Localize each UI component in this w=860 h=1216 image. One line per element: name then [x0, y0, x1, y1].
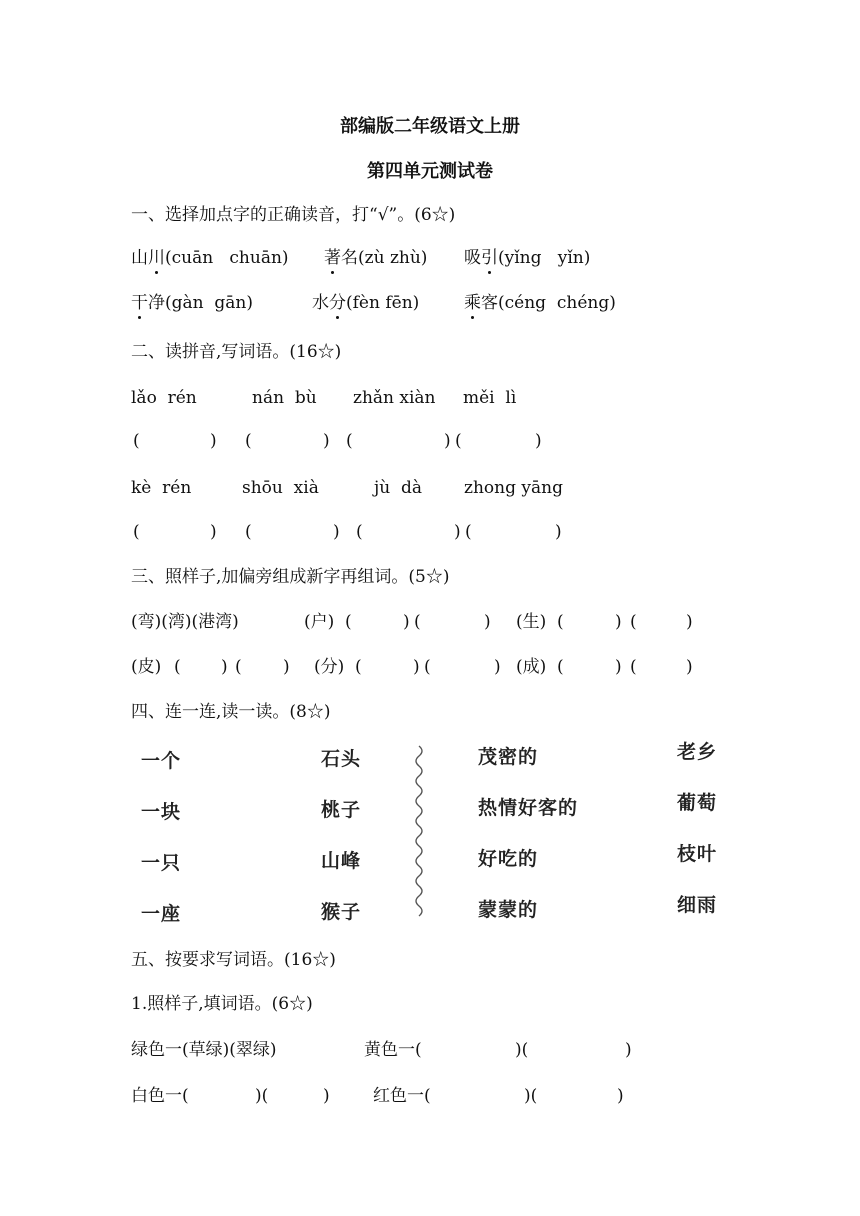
match-right-target[interactable]: 细雨: [677, 894, 718, 916]
wavy-divider: [408, 744, 430, 924]
match-left-word[interactable]: 一个: [141, 750, 182, 772]
q1-item-ganjing: 干净(gàn gān): [131, 293, 254, 313]
q2-pinyin: lǎo rén: [131, 388, 197, 408]
paren-close: ): [210, 431, 217, 451]
paren-close: ): [615, 612, 622, 632]
q3-example: (弯)(湾)(港湾): [131, 612, 239, 632]
page-title: 部编版二年级语文上册: [340, 116, 520, 137]
q1-item-xiyin: 吸引(yǐng yǐn): [464, 248, 591, 268]
paren-open: (: [557, 657, 564, 677]
paren-close: ): [686, 657, 693, 677]
paren-open: (: [345, 612, 352, 632]
match-left-target[interactable]: 石头: [321, 748, 362, 770]
dotted-char: 川: [148, 248, 165, 268]
q3-base: (皮): [131, 657, 162, 677]
dotted-char: 分: [329, 293, 346, 313]
page-subtitle: 第四单元测试卷: [367, 161, 493, 182]
paren-close: ): [454, 522, 461, 542]
q1-heading: 一、选择加点字的正确读音，打“√”。(6☆): [131, 205, 456, 225]
q3-base: (生): [516, 612, 547, 632]
paren-close: ): [444, 431, 451, 451]
paren-close: ): [333, 522, 340, 542]
paren-open: (: [557, 612, 564, 632]
paren-open: (: [133, 522, 140, 542]
q2-pinyin: zhong yāng: [464, 478, 563, 498]
q2-pinyin: jù dà: [374, 478, 423, 498]
q4-heading: 四、连一连,读一读。(8☆): [131, 702, 331, 722]
paren-close: ): [413, 657, 420, 677]
dotted-char: 著: [324, 248, 341, 268]
q5-subheading: 1.照样子,填词语。(6☆): [131, 994, 313, 1014]
paren-mid: )(: [255, 1086, 269, 1106]
paren-close: ): [686, 612, 693, 632]
paren-open: (: [356, 522, 363, 542]
match-left-word[interactable]: 一只: [141, 852, 182, 874]
paren-close: ): [323, 1086, 330, 1106]
match-left-target[interactable]: 猴子: [321, 901, 362, 923]
q2-heading: 二、读拼音,写词语。(16☆): [131, 342, 342, 362]
q1-item-shuifen: 水分(fèn fēn): [312, 293, 420, 313]
q1-item-chengke: 乘客(céng chéng): [464, 293, 616, 313]
q5-yellow-prompt: 黄色一(: [364, 1040, 422, 1060]
match-right-word[interactable]: 蒙蒙的: [478, 899, 539, 921]
paren-close: ): [617, 1086, 624, 1106]
paren-close: ): [484, 612, 491, 632]
q3-base: (户): [304, 612, 335, 632]
q3-base: (成): [516, 657, 547, 677]
paren-close: ): [210, 522, 217, 542]
paren-close: ): [283, 657, 290, 677]
match-right-word[interactable]: 好吃的: [478, 848, 539, 870]
dotted-char: 干: [131, 293, 148, 313]
paren-open: (: [133, 431, 140, 451]
paren-open: (: [245, 522, 252, 542]
paren-close: ): [403, 612, 410, 632]
q5-example: 绿色一(草绿)(翠绿): [131, 1040, 277, 1060]
q2-pinyin: shōu xià: [242, 478, 319, 498]
paren-open: (: [245, 431, 252, 451]
paren-open: (: [465, 522, 472, 542]
paren-close: ): [323, 431, 330, 451]
paren-open: (: [235, 657, 242, 677]
paren-close: ): [555, 522, 562, 542]
paren-close: ): [494, 657, 501, 677]
match-right-target[interactable]: 老乡: [677, 741, 718, 763]
paren-open: (: [414, 612, 421, 632]
match-left-word[interactable]: 一块: [141, 801, 182, 823]
match-left-word[interactable]: 一座: [141, 903, 182, 925]
paren-open: (: [630, 657, 637, 677]
match-right-target[interactable]: 枝叶: [677, 843, 718, 865]
q5-red-prompt: 红色一(: [373, 1086, 431, 1106]
q1-item-zhuming: 著名(zù zhù): [324, 248, 428, 268]
paren-open: (: [455, 431, 462, 451]
q3-heading: 三、照样子,加偏旁组成新字再组词。(5☆): [131, 567, 450, 587]
match-right-word[interactable]: 热情好客的: [478, 797, 579, 819]
paren-mid: )(: [515, 1040, 529, 1060]
q2-pinyin: zhǎn xiàn: [353, 388, 436, 408]
q2-pinyin: kè rén: [131, 478, 192, 498]
q1-item-shanchuan: 山川(cuān chuān): [131, 248, 289, 268]
q5-heading: 五、按要求写词语。(16☆): [131, 950, 336, 970]
paren-open: (: [424, 657, 431, 677]
q2-pinyin: měi lì: [463, 388, 517, 408]
q5-white-prompt: 白色一(: [131, 1086, 189, 1106]
paren-close: ): [535, 431, 542, 451]
paren-open: (: [630, 612, 637, 632]
dotted-char: 乘: [464, 293, 481, 313]
dotted-char: 引: [481, 248, 498, 268]
paren-close: ): [625, 1040, 632, 1060]
match-left-target[interactable]: 山峰: [321, 850, 362, 872]
paren-open: (: [174, 657, 181, 677]
match-right-word[interactable]: 茂密的: [478, 746, 539, 768]
match-right-target[interactable]: 葡萄: [677, 792, 718, 814]
q2-pinyin: nán bù: [252, 388, 317, 408]
paren-open: (: [355, 657, 362, 677]
paren-close: ): [221, 657, 228, 677]
q3-base: (分): [314, 657, 345, 677]
paren-open: (: [346, 431, 353, 451]
paren-close: ): [615, 657, 622, 677]
match-left-target[interactable]: 桃子: [321, 799, 362, 821]
paren-mid: )(: [524, 1086, 538, 1106]
